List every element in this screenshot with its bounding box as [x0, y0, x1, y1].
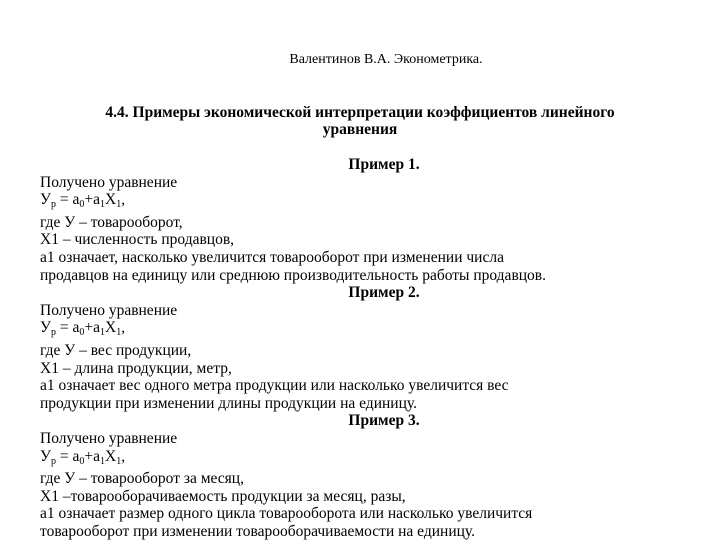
section-title-line-2: уравнения [322, 121, 398, 138]
example-3-formula: $У_р = а_0+а_1Х_1$, [40, 447, 126, 467]
example-2-heading: Пример 2. [348, 284, 420, 302]
example-3-line: Х1 –товарооборачиваемость продукции за месяц, разы, [40, 487, 406, 505]
example-1-line: а1 означает, насколько увеличится товарооборот при изменении числа [40, 248, 504, 266]
section-title-line-1: 4.4. Примеры экономической интерпретации коэффициентов линейного [105, 104, 615, 121]
example-2-line: продукции при изменении длины продукции на единицу. [40, 394, 417, 412]
section-title [40, 104, 680, 138]
example-2-formula: $У_р = а_0+а_1Х_1$, [40, 319, 126, 339]
example-2-line: где У – вес продукции, [40, 341, 192, 359]
document-body [40, 156, 700, 540]
example-1-line: где У – товарооборот, [40, 213, 183, 231]
example-3-line: где У – товарооборот за месяц, [40, 470, 244, 488]
document-header: Валентинов В.А. Эконометрика. [289, 52, 483, 67]
example-3-line: а1 означает размер одного цикла товарооборота или насколько увеличится [40, 505, 533, 523]
example-3-heading: Пример 3. [348, 412, 420, 430]
example-1-line: продавцов на единицу или среднюю производительность работы продавцов. [40, 266, 546, 284]
example-2-intro: Получено уравнение [40, 301, 178, 319]
example-2-line: Х1 – длина продукции, метр, [40, 359, 232, 377]
example-1-heading: Пример 1. [348, 156, 420, 173]
example-1-intro: Получено уравнение [40, 173, 178, 191]
example-3-intro: Получено уравнение [40, 429, 178, 447]
example-3-line: товарооборот при изменении товарооборачиваемости на единицу. [40, 522, 475, 540]
example-1-formula: $У_р = а_0+а_1Х_1$, [40, 191, 126, 211]
example-1-line: Х1 – численность продавцов, [40, 231, 235, 249]
example-2-line: а1 означает вес одного метра продукции или насколько увеличится вес [40, 377, 509, 395]
